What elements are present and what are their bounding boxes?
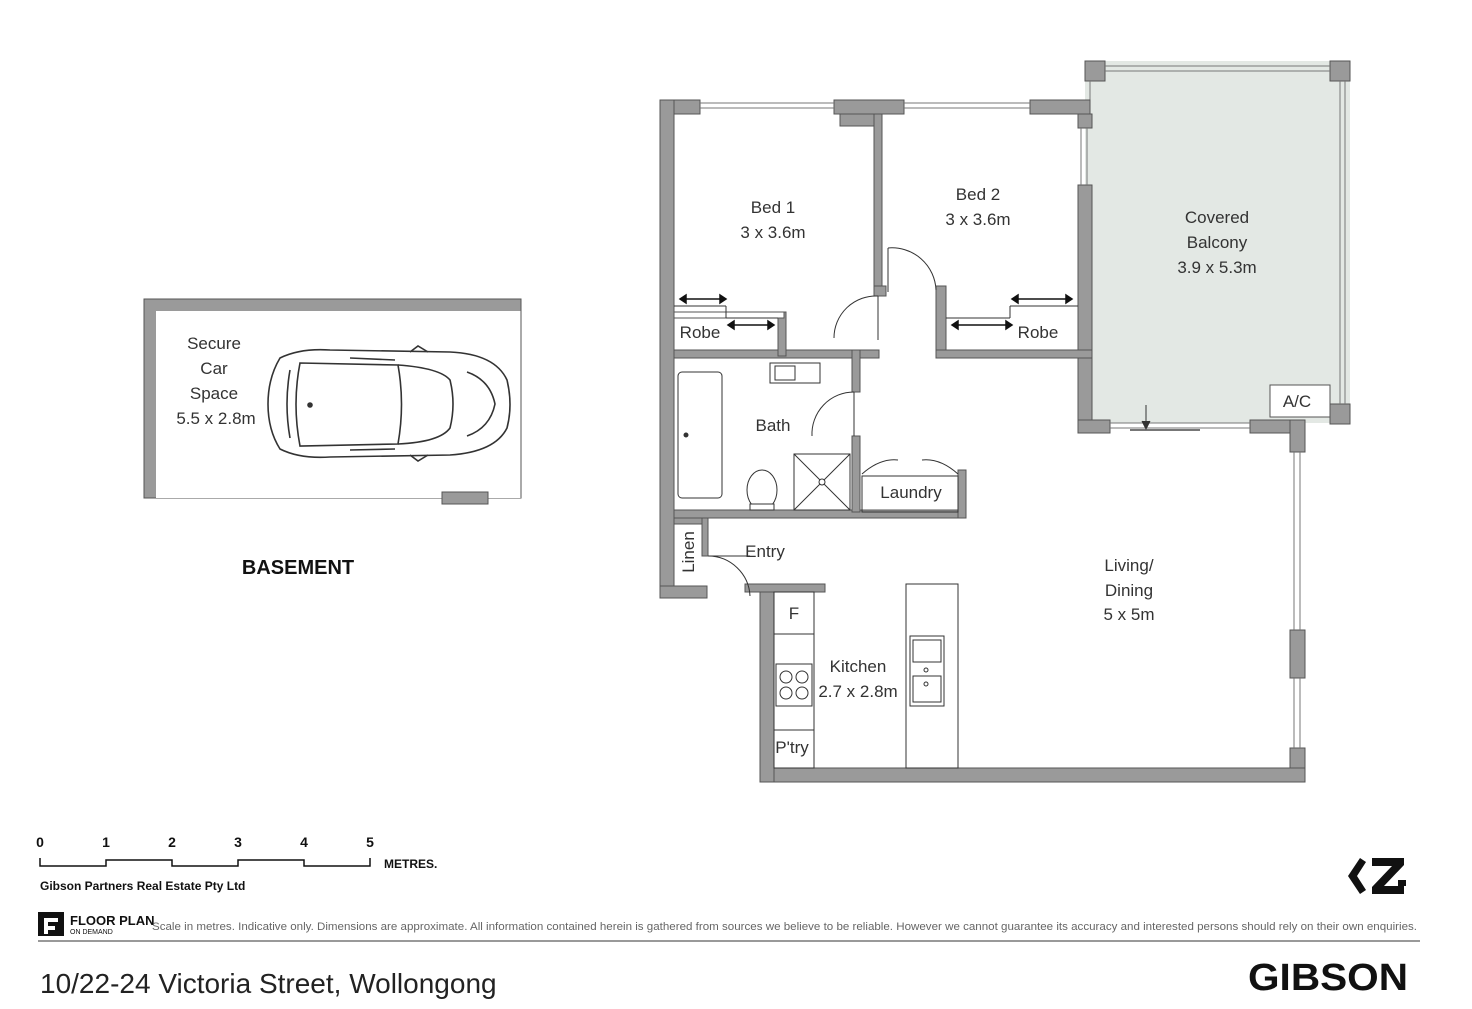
balcony-line: Balcony [1186,233,1248,252]
scale-tick: 2 [168,834,176,850]
laundry-label: Laundry [880,483,942,502]
floorplan-logo-icon [38,912,155,936]
pantry-label: P'try [775,738,809,757]
disclaimer: Scale in metres. Indicative only. Dimensions are approximate. All information contained herein is gathered from sources we believe to be reliable. However we cannot guarantee its accuracy and interested persons should rely on their own enquiries. [152,921,1417,933]
car-space-line: Space [189,384,239,403]
car-icon [268,346,510,461]
floorplan-logo-title: FLOOR PLAN [70,913,155,928]
car-space-line: Secure [187,334,241,353]
robe1-label: Robe [679,323,721,342]
entry-label: Entry [745,542,785,561]
linen-label: Linen [679,531,698,573]
scale-tick: 5 [366,834,374,850]
bed1-name: Bed 1 [750,198,796,217]
floorplan-logo-sub: ON DEMAND [70,929,113,936]
bed2-name: Bed 2 [955,185,1001,204]
living-line: Living/ [1104,556,1154,575]
company-name: Gibson Partners Real Estate Pty Ltd [40,879,246,893]
balcony-line: Covered [1184,208,1250,227]
car-space-line: Car [200,359,228,378]
scale-tick: 4 [300,834,308,850]
scale-tick: 0 [36,834,44,850]
scale-bar [36,834,437,893]
bath-label: Bath [755,416,791,435]
balcony-size: 3.9 x 5.3m [1177,258,1257,277]
brand-logo: GIBSON [1248,957,1408,999]
scale-unit: METRES. [384,857,438,871]
north-arrow-icon [1348,858,1406,894]
fridge-label: F [788,604,800,623]
kitchen-name: Kitchen [829,657,887,676]
ac-label: A/C [1282,392,1312,411]
bed1-size: 3 x 3.6m [740,223,806,242]
bed2-size: 3 x 3.6m [945,210,1011,229]
scale-tick: 3 [234,834,242,850]
property-address: 10/22-24 Victoria Street, Wollongong [40,968,497,999]
living-size: 5 x 5m [1103,605,1155,624]
robe2-label: Robe [1017,323,1059,342]
living-line: Dining [1104,581,1154,600]
kitchen-size: 2.7 x 2.8m [818,682,898,701]
scale-tick: 1 [102,834,110,850]
car-space-size: 5.5 x 2.8m [176,409,256,428]
basement-label: BASEMENT [241,557,355,579]
